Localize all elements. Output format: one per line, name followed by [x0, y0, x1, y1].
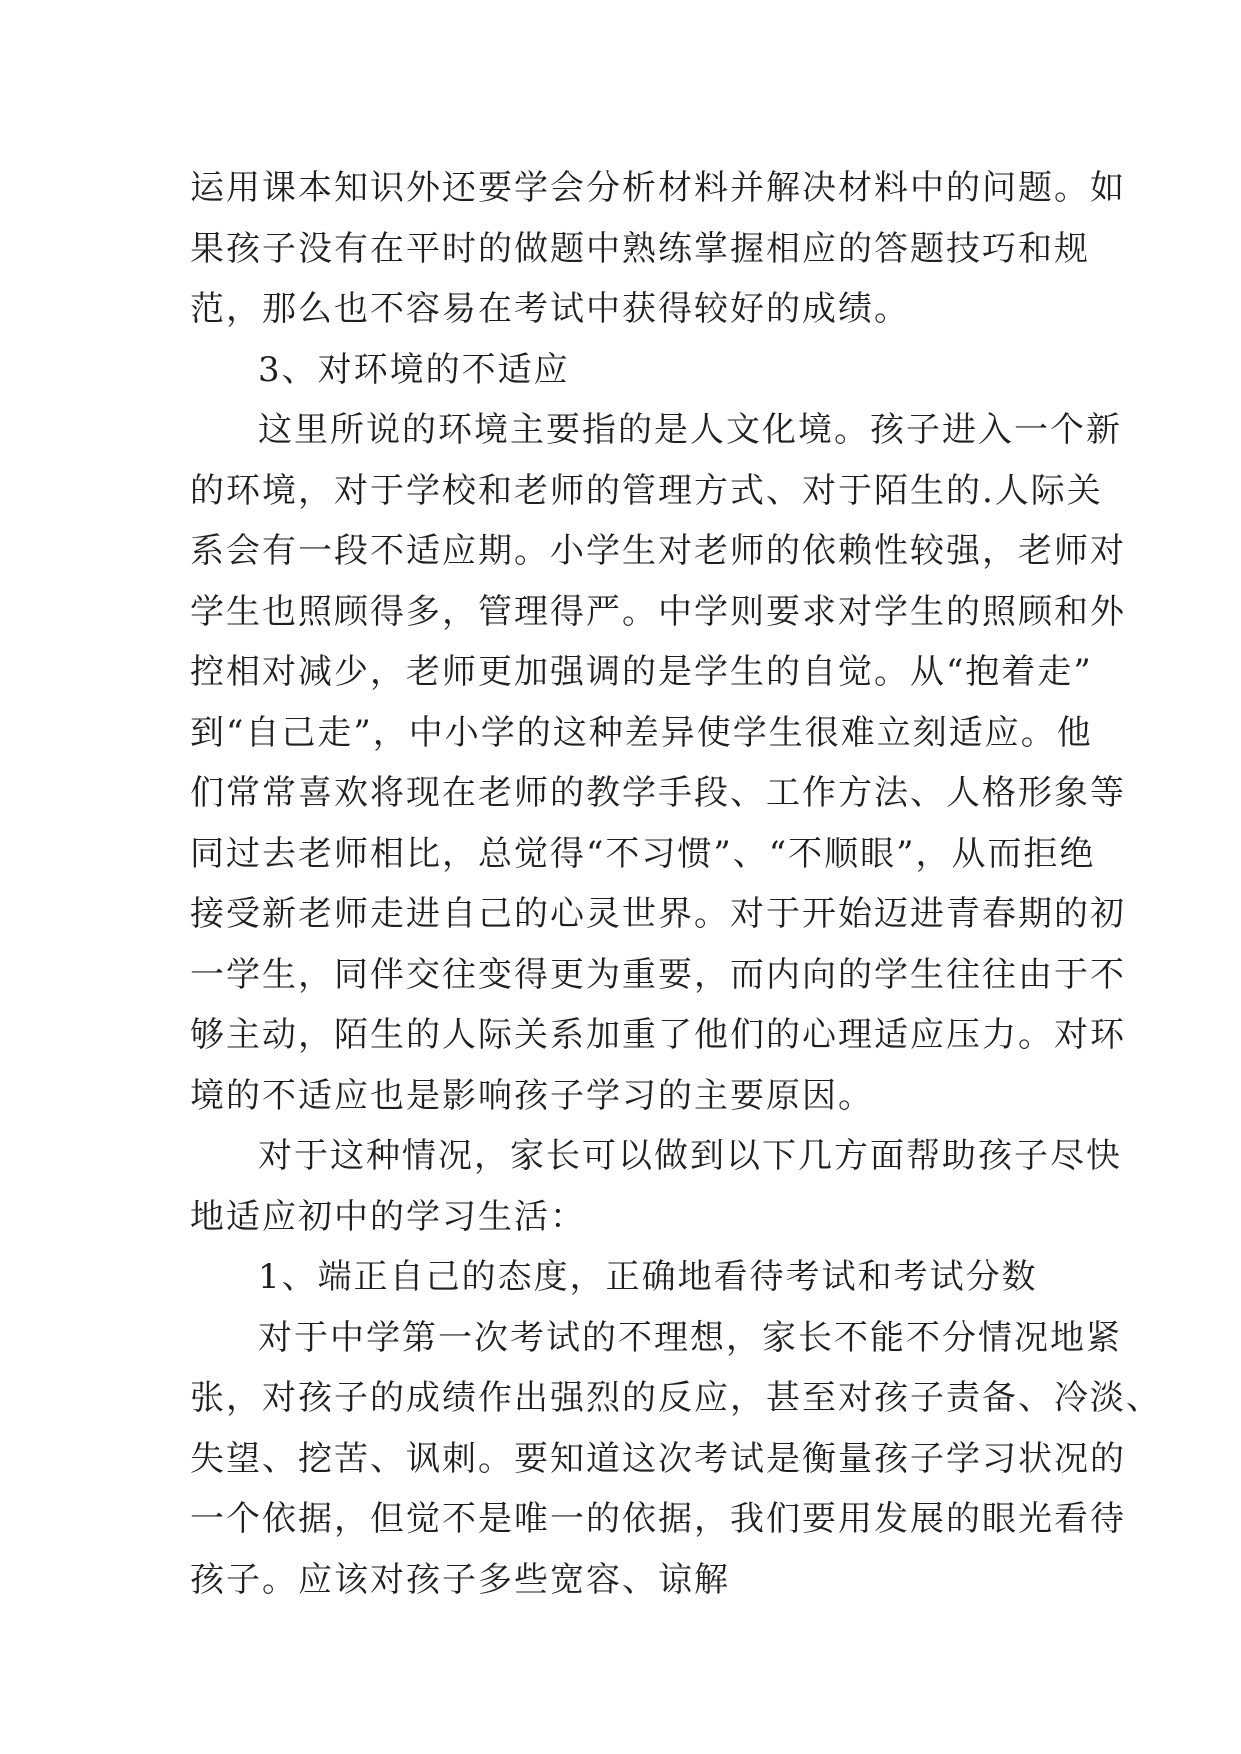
text-line: 到“自己走”，中小学的这种差异使学生很难立刻适应。他 — [190, 712, 1093, 753]
text-line: 一学生，同伴交往变得更为重要，而内向的学生往往由于不 — [190, 954, 1126, 995]
text-line: 同过去老师相比，总觉得“不习惯”、“不顺眼”，从而拒绝 — [190, 833, 1096, 874]
text-line: 一个依据，但觉不是唯一的依据，我们要用发展的眼光看待 — [190, 1499, 1126, 1539]
section-heading: 1、端正自己的态度，正确地看待考试和考试分数 — [258, 1257, 1038, 1297]
text-line: 境的不适应也是影响孩子学习的主要原因。 — [190, 1075, 874, 1116]
text-line: 张，对孩子的成绩作出强烈的反应，甚至对孩子责备、冷淡、 — [190, 1378, 1162, 1418]
text-line: 孩子。应该对孩子多些宽容、谅解 — [190, 1559, 730, 1600]
text-line: 失望、挖苦、讽刺。要知道这次考试是衡量孩子学习状况的 — [190, 1438, 1126, 1479]
text-line: 的环境，对于学校和老师的管理方式、对于陌生的.人际关 — [190, 470, 1103, 511]
text-line: 范，那么也不容易在考试中获得较好的成绩。 — [190, 289, 910, 329]
text-line: 控相对减少，老师更加强调的是学生的自觉。从“抱着走” — [190, 652, 1093, 692]
text-line: 这里所说的环境主要指的是人文化境。孩子进入一个新 — [258, 410, 1122, 450]
text-line: 对于中学第一次考试的不理想，家长不能不分情况地紧 — [258, 1317, 1122, 1358]
text-line: 够主动，陌生的人际关系加重了他们的心理适应压力。对环 — [190, 1015, 1126, 1055]
text-line: 运用课本知识外还要学会分析材料并解决材料中的问题。如 — [190, 168, 1126, 208]
section-heading: 3、对环境的不适应 — [258, 349, 570, 390]
body-text — [190, 158, 1162, 1610]
text-line: 系会有一段不适应期。小学生对老师的依赖性较强，老师对 — [190, 531, 1126, 571]
text-line: 对于这种情况，家长可以做到以下几方面帮助孩子尽快 — [258, 1136, 1122, 1176]
text-line: 果孩子没有在平时的做题中熟练掌握相应的答题技巧和规 — [190, 228, 1090, 269]
text-line: 学生也照顾得多，管理得严。中学则要求对学生的照顾和外 — [190, 591, 1126, 632]
text-line: 们常常喜欢将现在老师的教学手段、工作方法、人格形象等 — [190, 773, 1126, 813]
text-line: 地适应初中的学习生活： — [190, 1196, 586, 1237]
text-line: 接受新老师走进自己的心灵世界。对于开始迈进青春期的初 — [190, 894, 1126, 934]
